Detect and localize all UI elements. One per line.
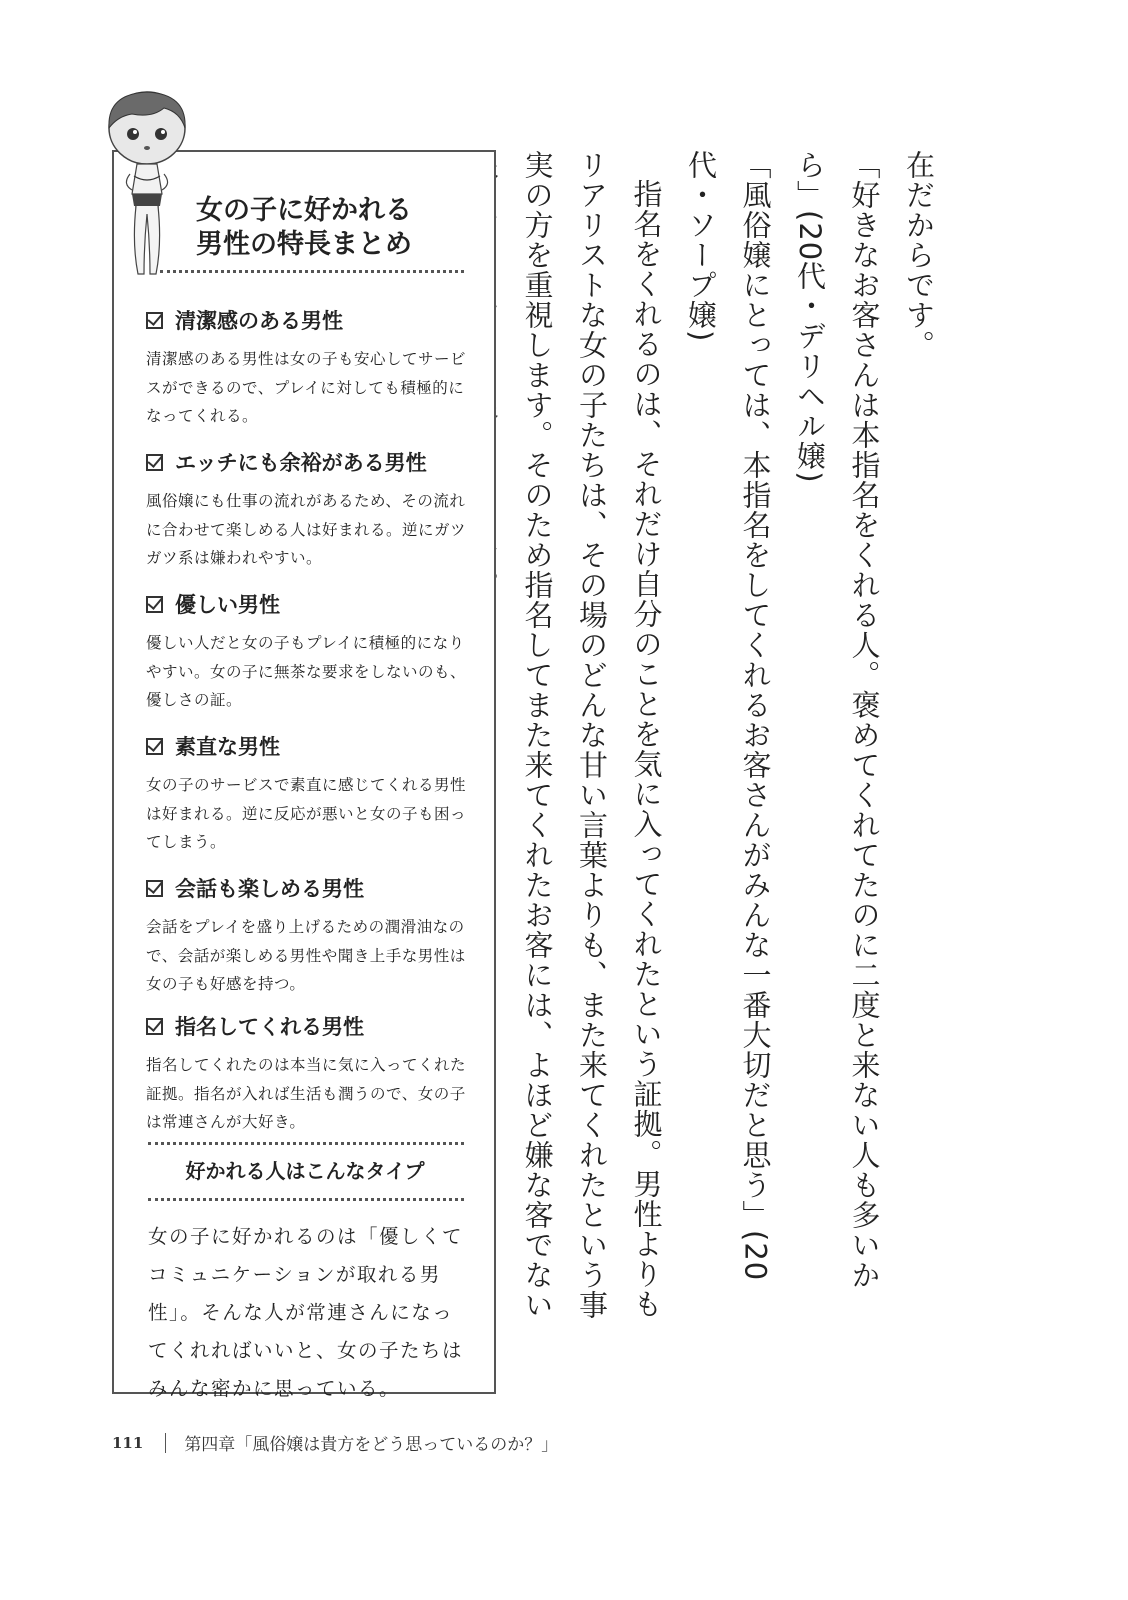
dotted-divider — [148, 1142, 464, 1145]
feature-description: 会話をプレイを盛り上げるための潤滑油なので、会話が楽しめる男性や聞き上手な男性は女の子も好感を持つ。 — [146, 918, 466, 993]
checkbox-icon — [146, 596, 163, 613]
sub-description: 女の子に好かれるのは「優しくてコミュニケーションが取れる男性」。そんな人が常連さんになってくれればいいと、女の子たちはみんな密かに思っている。 — [148, 1225, 464, 1400]
checkbox-icon — [146, 880, 163, 897]
feature-heading: 会話も楽しめる男性 — [175, 877, 364, 901]
feature-description: 女の子のサービスで素直に感じてくれる男性は好まれる。逆に反応が悪いと女の子も困ってしまう。 — [146, 776, 467, 851]
checkbox-icon — [146, 312, 163, 329]
feature-item — [146, 873, 476, 999]
page-footer — [112, 1430, 558, 1455]
dotted-divider — [148, 1198, 464, 1201]
feature-item — [146, 589, 476, 715]
chapter-title: 第四章「風俗嬢は貴方をどう思っているのか？」 — [184, 1435, 559, 1455]
box-title-line: 女の子に好かれる — [196, 195, 412, 226]
girl-illustration — [92, 84, 202, 294]
box-title — [196, 194, 486, 262]
feature-description: 優しい人だと女の子もプレイに積極的になりやすい。女の子に無茶な要求をしないのも、優しさの証。 — [146, 634, 467, 709]
dotted-divider — [160, 270, 464, 273]
feature-description: 清潔感のある男性は女の子も安心してサービスができるので、プレイに対しても積極的になってくれる。 — [146, 350, 467, 425]
checkbox-icon — [146, 454, 163, 471]
page-number: 111 — [112, 1433, 144, 1452]
feature-heading: 優しい男性 — [175, 593, 280, 617]
main-vertical-text — [516, 150, 946, 1330]
feature-description: 指名してくれたのは本当に気に入ってくれた証拠。指名が入れば生活も潤うので、女の子は常連さんが大好き。 — [146, 1056, 467, 1131]
feature-heading: エッチにも余裕がある男性 — [175, 451, 427, 475]
main-paragraph: 指名をくれるのは、それだけ自分のことを気に入ってくれたという証拠。男性よりもリアリストな女の子たちは、その場のどんな甘い言葉よりも、また来てくれたという事実の方を重視します。そのため指名してまた来てくれたお客には、よほど嫌な客でない — [520, 150, 664, 1320]
footer-separator — [165, 1433, 166, 1453]
quote-deliheru: 「好きなお客さんは本指名をくれる人。褒めてくれてたのに二度と来ない人も多いから」(20代・デリヘル嬢) — [793, 150, 882, 1290]
feature-item — [146, 1011, 476, 1137]
main-paragraph: 在だからです。 — [902, 150, 936, 360]
feature-item — [146, 447, 476, 573]
checkbox-icon — [146, 738, 163, 755]
sub-heading: 好かれる人はこんなタイプ — [185, 1159, 425, 1183]
checkbox-icon — [146, 1018, 163, 1035]
feature-item — [146, 305, 476, 431]
feature-item — [146, 731, 476, 857]
feature-heading: 指名してくれる男性 — [175, 1015, 364, 1039]
box-title-line: 男性の特長まとめ — [196, 229, 412, 260]
feature-description: 風俗嬢にも仕事の流れがあるため、その流れに合わせて楽しめる人は好まれる。逆にガツガツ系は嫌われやすい。 — [146, 492, 467, 567]
feature-heading: 素直な男性 — [175, 735, 280, 759]
quote-soap: 「風俗嬢にとっては、本指名をしてくれるお客さんがみんな一番大切だと思う」(20代・ソープ嬢) — [684, 150, 773, 1282]
feature-heading: 清潔感のある男性 — [175, 309, 343, 333]
